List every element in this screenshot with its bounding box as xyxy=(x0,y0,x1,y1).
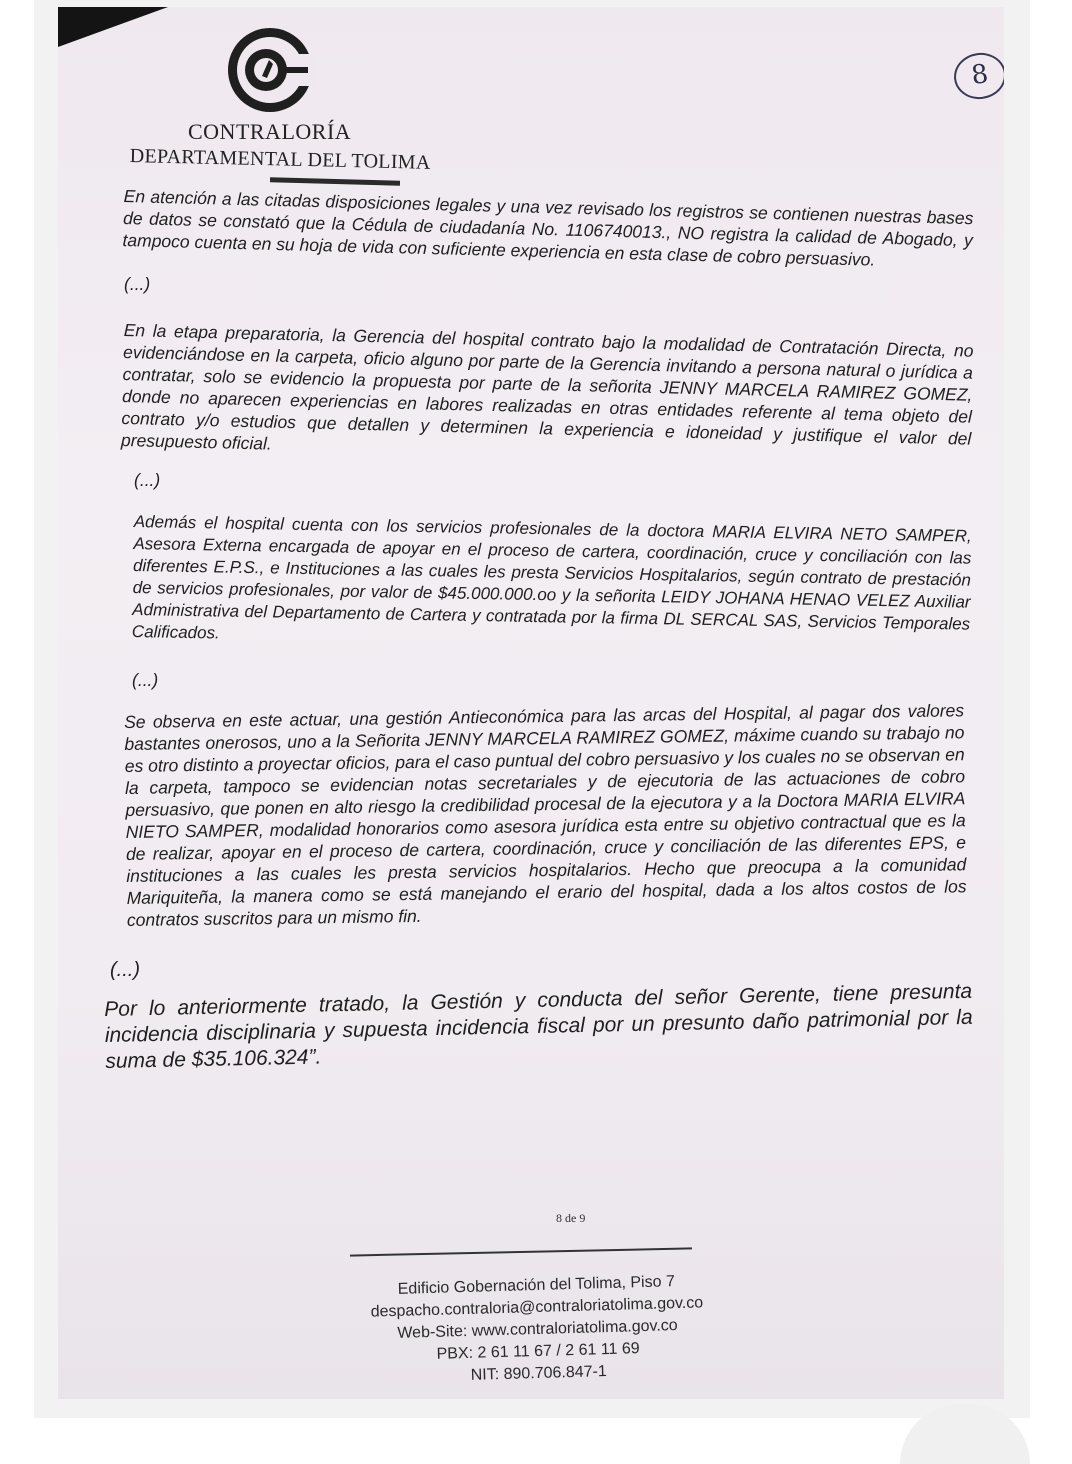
footer-nit: NIT: 890.706.847-1 xyxy=(470,1363,608,1384)
footer-address: Edificio Gobernación del Tolima, Piso 7 xyxy=(397,1273,676,1298)
paragraph-2: En la etapa preparatoria, la Gerencia del hospital contrato bajo la modalidad de Contratación Directa, no evidenciándose en la carpeta, oficio alguno por parte de la Gerencia invitando a persona natural o jurídica a contratar, solo se evidencio la propuesta por parte de la señorita JENNY MARCELA RAMIREZ GOMEZ, donde no aparecen experiencias en labores realizadas en otras entidades referente al tema objeto del contrato y/o estudios que detallen y determinen la experiencia e idoneidad y justifique el valor del presupuesto oficial. xyxy=(120,319,974,454)
institution-name-line2: DEPARTAMENTAL DEL TOLIMA xyxy=(129,145,431,174)
institution-name-line1: CONTRALORÍA xyxy=(188,119,352,144)
paragraph-4: Se observa en este actuar, una gestión Antieconómica para las arcas del Hospital, al pagar dos valores bastantes onerosos, uno a la Señorita JENNY MARCELA RAMIREZ GOMEZ, máxime cuando su trabajo no es otro distinto a proyectar oficios, para el caso puntual del cobro persuasivo y los cuales no se observan en la carpeta, tampoco se evidencian notas secretariales y de ejecutoria de las actuaciones de cobro persuasivo, que ponen en alto riesgo la credibilidad procesal de la ejecutora y a la Doctora MARIA ELVIRA NIETO SAMPER, modalidad honorarios como asesora jurídica esta entre su objetivo contractual que es la de realizar, apoyar en el proceso de cartera, coordinación, cruce y conciliación de las diferentes EPS, e instituciones a las cuales les presta servicios hospitalarios. Hecho que preocupa a la comunidad Mariquiteña, la manera como se está manejando el erario del hospital, dada a los altos costos de los contratos suscritos para un mismo fin. xyxy=(124,700,967,930)
dark-corner xyxy=(58,7,168,47)
handwritten-page-number: 8 xyxy=(951,50,1004,103)
document-page xyxy=(58,7,1004,1399)
paragraph-1: En atención a las citadas disposiciones legales y una vez revisado los registros se contienen nuestras bases de datos se constató que la Cédula de ciudadanía No. 1106740013., NO registra la calidad de Abogado, y tampoco cuenta en su hoja de vida con suficiente experiencia en esta clase de cobro persuasivo. xyxy=(122,185,974,270)
footer-phone: PBX: 2 61 11 67 / 2 61 11 69 xyxy=(436,1340,640,1363)
contraloria-logo-icon xyxy=(224,24,316,116)
footer-contact xyxy=(316,1269,759,1391)
footer-website: Web-Site: www.contraloriatolima.gov.co xyxy=(397,1317,678,1342)
ellipsis-3: (...) xyxy=(132,670,159,690)
ellipsis-4: (...) xyxy=(110,959,140,981)
paragraph-5: Por lo anteriormente tratado, la Gestión y conducta del señor Gerente, tiene presunta incidencia disciplinaria y supuesta incidencia fiscal por un presunto daño patrimonial por la suma de $35.106.324”. xyxy=(104,979,973,1073)
footer-divider xyxy=(350,1247,692,1256)
page-number: 8 de 9 xyxy=(556,1211,586,1225)
document-body xyxy=(104,185,974,1075)
ellipsis-1: (...) xyxy=(124,274,151,294)
paragraph-3: Además el hospital cuenta con los servicios profesionales de la doctora MARIA ELVIRA NETO SAMPER, Asesora Externa encargada de apoyar en el proceso de cartera, coordinación, cruce y conciliación con las diferentes E.P.S., e Instituciones a las cuales les presta Servicios Hospitalarios, según contrato de prestación de servicios profesionales, por valor de $45.000.000.oo y la señorita LEIDY JOHANA HENAO VELEZ Auxiliar Administrativa del Departamento de Cartera y contratada por la firma DL SERCAL SAS, Servicios Temporales Calificados. xyxy=(131,511,972,643)
footer-email: despacho.contraloria@contraloriatolima.gov.co xyxy=(370,1294,704,1321)
ellipsis-2: (...) xyxy=(134,470,161,490)
